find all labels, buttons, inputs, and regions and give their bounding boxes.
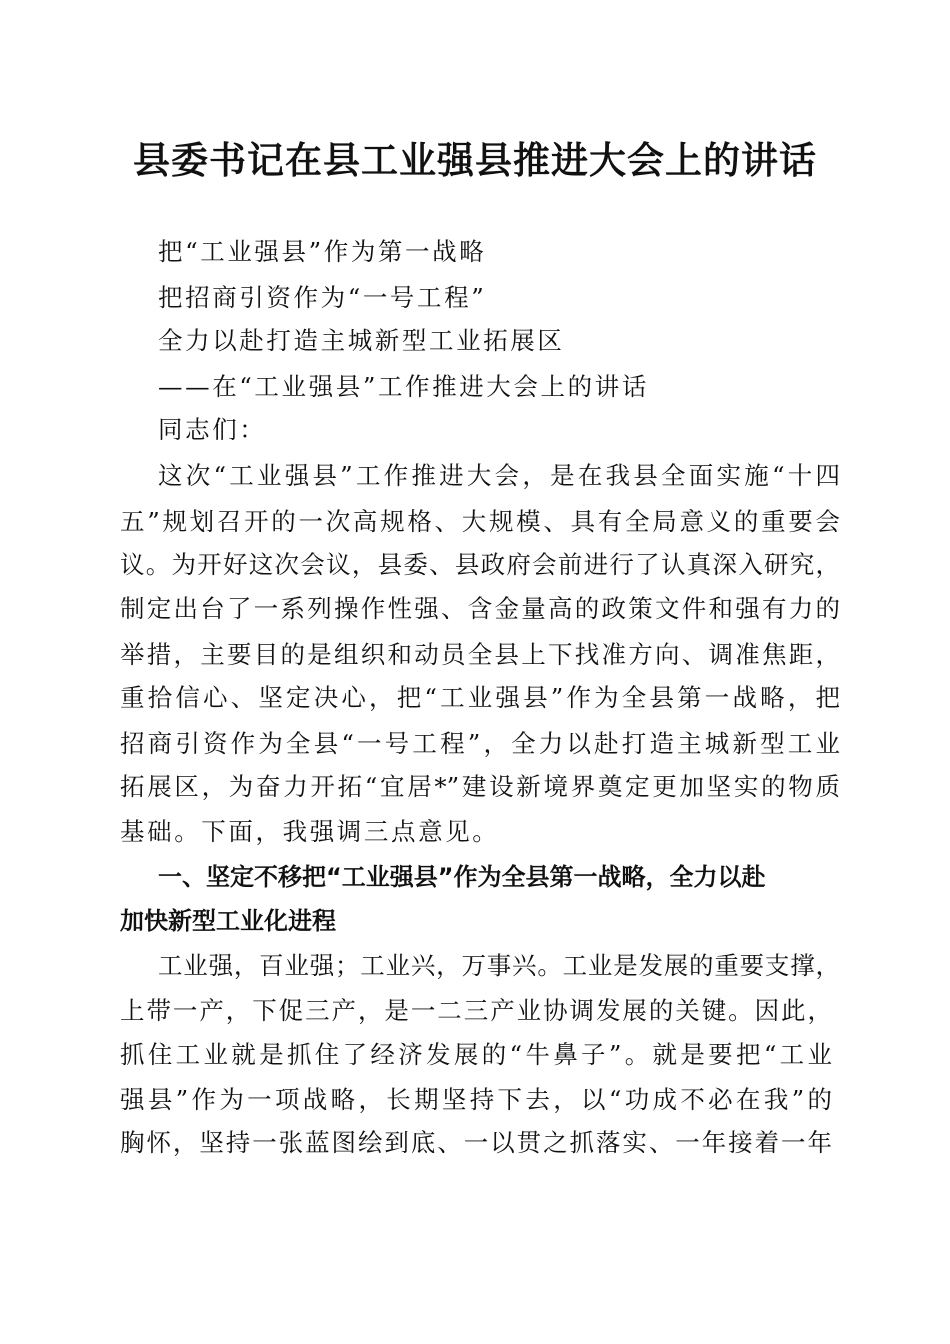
intro-line-8: 拓展区，为奋力开拓“宜居*”建设新境界奠定更加坚实的物质 <box>120 772 840 801</box>
intro-line-9: 基础。下面，我强调三点意见。 <box>120 817 500 846</box>
section1-line-4: 强县”作为一项战略，长期坚持下去，以“功成不必在我”的 <box>120 1085 832 1114</box>
intro-line-2: 五”规划召开的一次高规格、大规模、具有全局意义的重要会 <box>120 507 840 536</box>
section1-line-1: 工业强，百业强；工业兴，万事兴。工业是发展的重要支撑， <box>158 951 840 980</box>
intro-line-7: 招商引资作为全县“一号工程”，全力以赴打造主城新型工业 <box>120 729 840 758</box>
intro-line-1: 这次“工业强县”工作推进大会，是在我县全面实施“十四 <box>158 461 840 490</box>
section1-line-5: 胸怀，坚持一张蓝图绘到底、一以贯之抓落实、一年接着一年 <box>120 1128 832 1157</box>
intro-line-3: 议。为开好这次会议，县委、县政府会前进行了认真深入研究， <box>120 550 840 579</box>
section1-heading-line-2: 加快新型工业化进程 <box>120 907 336 935</box>
subtitle-line-4: ——在“工业强县”工作推进大会上的讲话 <box>158 372 649 401</box>
intro-line-5: 举措，主要目的是组织和动员全县上下找准方向、调准焦距， <box>120 640 840 669</box>
section1-line-2: 上带一产，下促三产，是一二三产业协调发展的关键。因此， <box>120 996 832 1025</box>
document-title: 县委书记在县工业强县推进大会上的讲话 <box>133 138 817 182</box>
intro-line-6: 重拾信心、坚定决心，把“工业强县”作为全县第一战略，把 <box>120 683 840 712</box>
section1-line-3: 抓住工业就是抓住了经济发展的“牛鼻子”。就是要把“工业 <box>120 1040 832 1069</box>
subtitle-line-2: 把招商引资作为“一号工程” <box>158 283 487 312</box>
subtitle-line-3: 全力以赴打造主城新型工业拓展区 <box>158 326 565 355</box>
intro-line-4: 制定出台了一系列操作性强、含金量高的政策文件和强有力的 <box>120 594 840 623</box>
salutation: 同志们： <box>158 415 267 444</box>
subtitle-line-1: 把“工业强县”作为第一战略 <box>158 237 487 266</box>
section1-heading-line-1: 一、坚定不移把“工业强县”作为全县第一战略，全力以赴 <box>158 863 766 891</box>
